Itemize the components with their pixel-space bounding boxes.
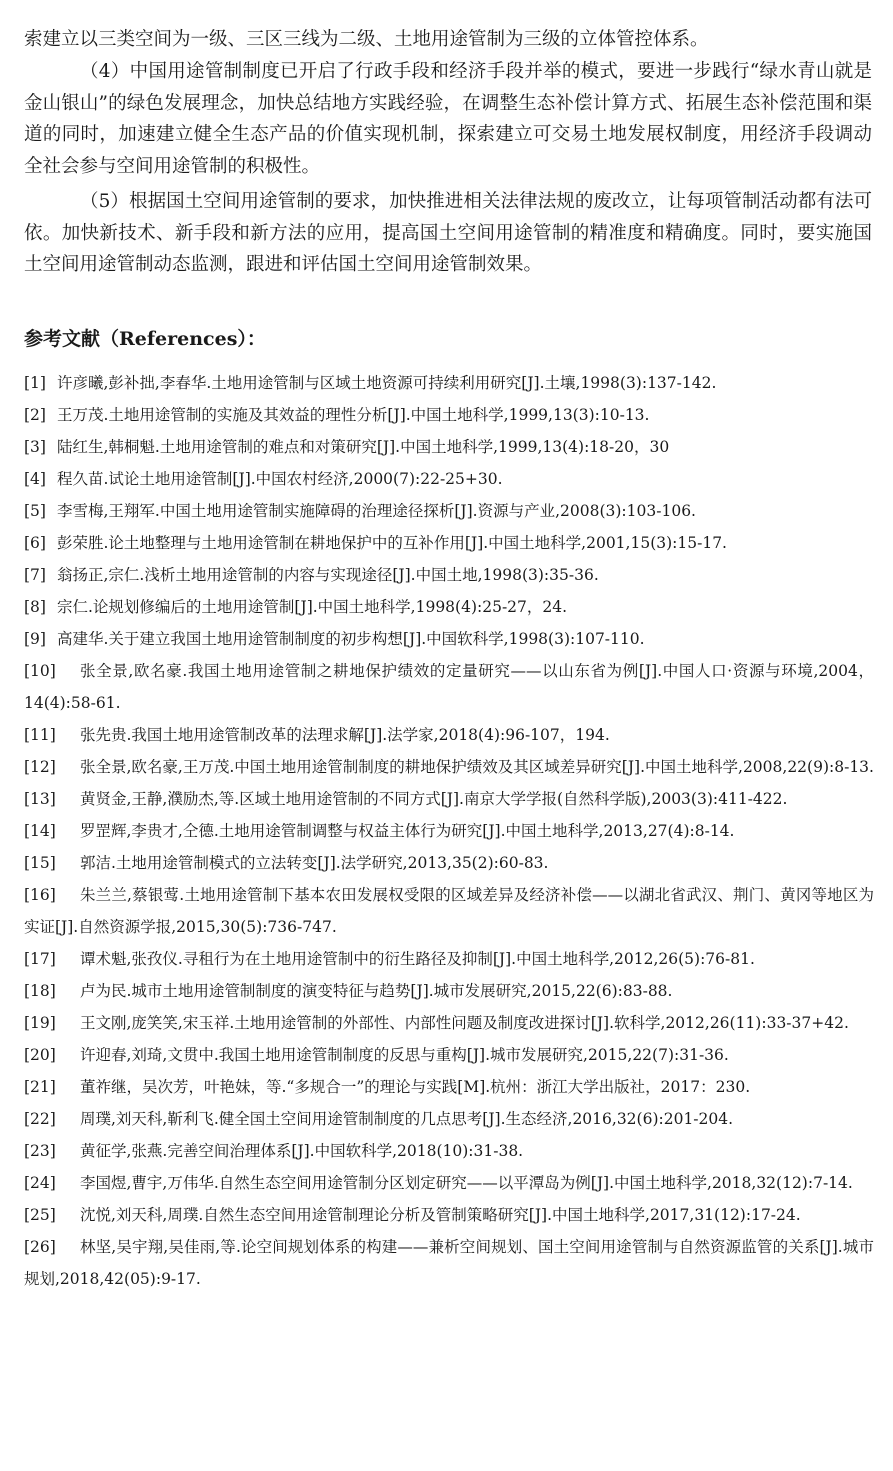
reference-number: [12] (24, 758, 56, 776)
reference-number: [18] (24, 982, 56, 1000)
reference-text: 程久苗.试论土地用途管制[J].中国农村经济,2000(7):22-25+30. (57, 470, 503, 488)
reference-text: 谭术魁,张孜仪.寻租行为在土地用途管制中的衍生路径及抑制[J].中国土地科学,2012,26(5):76-81. (80, 950, 755, 968)
reference-item (24, 1103, 874, 1135)
reference-text: 王万茂.土地用途管制的实施及其效益的理性分析[J].中国土地科学,1999,13(3):10-13. (57, 406, 650, 424)
reference-text: 李国煜,曹宇,万伟华.自然生态空间用途管制分区划定研究——以平潭岛为例[J].中国土地科学,2018,32(12):7-14. (80, 1174, 853, 1192)
reference-text: 陆红生,韩桐魁.土地用途管制的难点和对策研究[J].中国土地科学,1999,13(4):18-20，30 (57, 438, 670, 456)
reference-text: 彭荣胜.论土地整理与土地用途管制在耕地保护中的互补作用[J].中国土地科学,2001,15(3):15-17. (57, 534, 727, 552)
reference-text: 许迎春,刘琦,文贯中.我国土地用途管制制度的反思与重构[J].城市发展研究,2015,22(7):31-36. (80, 1046, 729, 1064)
reference-number: [17] (24, 950, 56, 968)
reference-item (24, 367, 874, 399)
reference-number: [9] (24, 630, 46, 648)
reference-text: 罗罡辉,李贵才,仝德.土地用途管制调整与权益主体行为研究[J].中国土地科学,2013,27(4):8-14. (80, 822, 735, 840)
reference-number: [3] (24, 438, 46, 456)
reference-text: 黄征学,张燕.完善空间治理体系[J].中国软科学,2018(10):31-38. (80, 1142, 524, 1160)
reference-text: 卢为民.城市土地用途管制制度的演变特征与趋势[J].城市发展研究,2015,22(6):83-88. (80, 982, 673, 1000)
reference-item (24, 1135, 874, 1167)
reference-number: [19] (24, 1014, 56, 1032)
reference-text: 许彦曦,彭补拙,李春华.土地用途管制与区域土地资源可持续利用研究[J].土壤,1998(3):137-142. (57, 374, 717, 392)
reference-item (24, 655, 874, 719)
reference-number: [25] (24, 1206, 56, 1224)
reference-item (24, 527, 874, 559)
reference-text: 高建华.关于建立我国土地用途管制制度的初步构想[J].中国软科学,1998(3):107-110. (57, 630, 645, 648)
reference-text: 宗仁.论规划修编后的土地用途管制[J].中国土地科学,1998(4):25-27，24. (57, 598, 568, 616)
body-paragraph: （5）根据国土空间用途管制的要求，加快推进相关法律法规的废改立，让每项管制活动都有法可依。加快新技术、新手段和新方法的应用，提高国土空间用途管制的精准度和精确度。同时，要实施国土空间用途管制动态监测，跟进和评估国土空间用途管制效果。 (24, 191, 872, 275)
reference-text: 李雪梅,王翔军.中国土地用途管制实施障碍的治理途径探析[J].资源与产业,2008(3):103-106. (57, 502, 696, 520)
reference-number: [13] (24, 790, 56, 808)
reference-item (24, 1199, 874, 1231)
reference-number: [26] (24, 1238, 56, 1256)
reference-item (24, 623, 874, 655)
body-paragraph: 索建立以三类空间为一级、三区三线为二级、土地用途管制为三级的立体管控体系。 (24, 29, 709, 50)
body-paragraph: （4）中国用途管制制度已开启了行政手段和经济手段并举的模式，要进一步践行“绿水青山就是金山银山”的绿色发展理念，加快总结地方实践经验，在调整生态补偿计算方式、拓展生态补偿范围和渠道的同时，加速建立健全生态产品的价值实现机制，探索建立可交易土地发展权制度，用经济手段调动全社会参与空间用途管制的积极性。 (24, 61, 872, 177)
reference-item (24, 591, 874, 623)
reference-number: [14] (24, 822, 56, 840)
reference-number: [23] (24, 1142, 56, 1160)
reference-item (24, 1039, 874, 1071)
reference-number: [20] (24, 1046, 56, 1064)
reference-text: 张全景,欧名豪.我国土地用途管制之耕地保护绩效的定量研究——以山东省为例[J].中国人口·资源与环境,2004，14(4):58-61. (24, 662, 874, 712)
reference-item (24, 975, 874, 1007)
reference-number: [21] (24, 1078, 56, 1096)
reference-text: 周璞,刘天科,靳利飞.健全国土空间用途管制制度的几点思考[J].生态经济,2016,32(6):201-204. (80, 1110, 734, 1128)
reference-text: 黄贤金,王静,濮励杰,等.区域土地用途管制的不同方式[J].南京大学学报(自然科学版),2003(3):411-422. (80, 790, 788, 808)
reference-number: [7] (24, 566, 46, 584)
reference-number: [5] (24, 502, 46, 520)
reference-item (24, 783, 874, 815)
reference-text: 朱兰兰,蔡银莺.土地用途管制下基本农田发展权受限的区域差异及经济补偿——以湖北省武汉、荆门、黄冈等地区为实证[J].自然资源学报,2015,30(5):736-747. (24, 886, 874, 936)
reference-text: 张全景,欧名豪,王万茂.中国土地用途管制制度的耕地保护绩效及其区域差异研究[J].中国土地科学,2008,22(9):8-13. (80, 758, 874, 776)
reference-number: [10] (24, 662, 56, 680)
reference-number: [11] (24, 726, 56, 744)
reference-number: [1] (24, 374, 46, 392)
reference-number: [22] (24, 1110, 56, 1128)
reference-text: 王文刚,庞笑笑,宋玉祥.土地用途管制的外部性、内部性问题及制度改进探讨[J].软科学,2012,26(11):33-37+42. (80, 1014, 849, 1032)
reference-item (24, 1231, 874, 1295)
reference-text: 张先贵.我国土地用途管制改革的法理求解[J].法学家,2018(4):96-107，194. (80, 726, 610, 744)
reference-item (24, 1071, 874, 1103)
reference-text: 翁扬正,宗仁.浅析土地用途管制的内容与实现途径[J].中国土地,1998(3):35-36. (57, 566, 599, 584)
reference-item (24, 1167, 874, 1199)
reference-item (24, 495, 874, 527)
reference-number: [24] (24, 1174, 56, 1192)
reference-item (24, 559, 874, 591)
references-heading: 参考文献（References）： (24, 328, 266, 350)
reference-item (24, 879, 874, 943)
reference-text: 郭洁.土地用途管制模式的立法转变[J].法学研究,2013,35(2):60-83. (80, 854, 549, 872)
reference-item (24, 847, 874, 879)
reference-number: [8] (24, 598, 46, 616)
reference-text: 董祚继，吴次芳，叶艳妹，等.“多规合一”的理论与实践[M].杭州：浙江大学出版社，2017：230. (80, 1078, 751, 1096)
reference-item (24, 751, 874, 783)
reference-item (24, 463, 874, 495)
reference-item (24, 719, 874, 751)
reference-number: [6] (24, 534, 46, 552)
reference-item (24, 815, 874, 847)
reference-number: [15] (24, 854, 56, 872)
reference-number: [16] (24, 886, 56, 904)
reference-text: 沈悦,刘天科,周璞.自然生态空间用途管制理论分析及管制策略研究[J].中国土地科学,2017,31(12):17-24. (80, 1206, 801, 1224)
reference-item (24, 399, 874, 431)
reference-item (24, 943, 874, 975)
reference-item (24, 431, 874, 463)
reference-number: [2] (24, 406, 46, 424)
reference-number: [4] (24, 470, 46, 488)
reference-text: 林坚,吴宇翔,吴佳雨,等.论空间规划体系的构建——兼析空间规划、国土空间用途管制与自然资源监管的关系[J].城市规划,2018,42(05):9-17. (24, 1238, 874, 1288)
reference-item (24, 1007, 874, 1039)
reference-list (24, 367, 874, 1295)
